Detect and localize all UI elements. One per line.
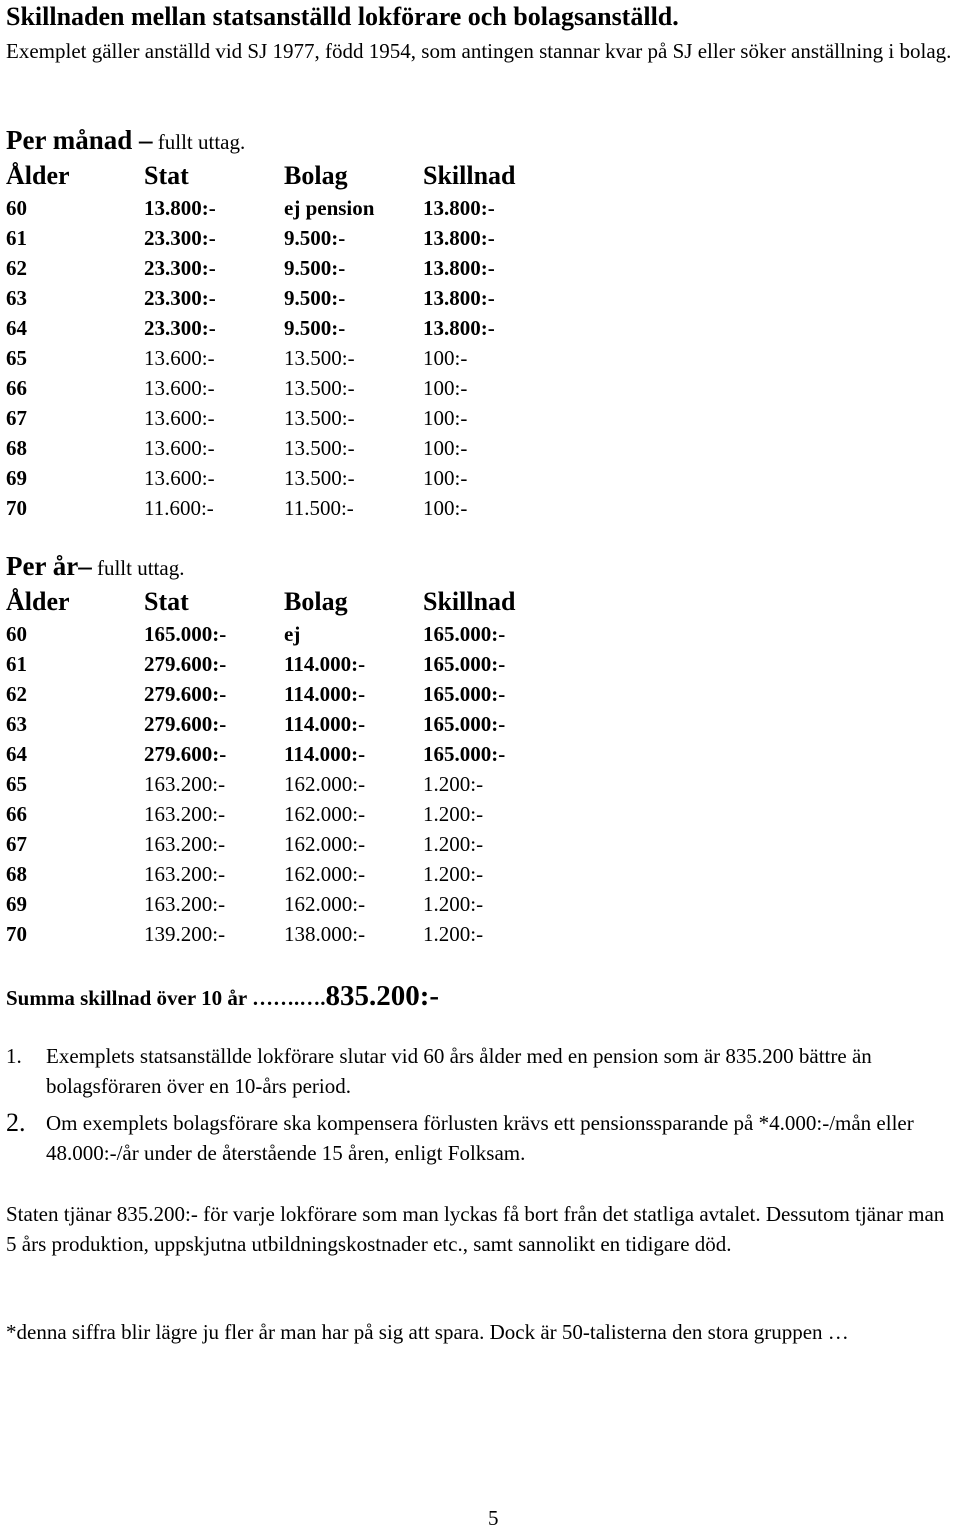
- cell-stat: 139.200:-: [144, 922, 226, 946]
- cell-stat: 13.600:-: [144, 376, 215, 400]
- cell-skillnad: 165.000:-: [423, 622, 506, 646]
- header-bolag: Bolag: [284, 161, 348, 190]
- cell-bolag: 162.000:-: [284, 802, 366, 826]
- cell-stat: 13.600:-: [144, 346, 215, 370]
- cell-bolag: 13.500:-: [284, 346, 355, 370]
- cell-skillnad: 100:-: [423, 346, 468, 370]
- cell-alder: 65: [6, 346, 27, 370]
- cell-stat: 11.600:-: [144, 496, 214, 520]
- cell-skillnad: 13.800:-: [423, 196, 495, 220]
- note-2: [6, 1108, 956, 1168]
- cell-bolag: 114.000:-: [284, 682, 366, 706]
- monthly-suffix: fullt uttag.: [157, 130, 246, 154]
- header-stat: Stat: [144, 161, 189, 190]
- summa-amount: 835.200:-: [325, 980, 440, 1012]
- cell-stat: 23.300:-: [144, 286, 216, 310]
- cell-bolag: 11.500:-: [284, 496, 354, 520]
- cell-alder: 67: [6, 406, 27, 430]
- monthly-label: Per månad –: [6, 125, 153, 155]
- cell-alder: 70: [6, 496, 27, 520]
- yearly-label: Per år–: [6, 551, 92, 581]
- cell-alder: 64: [6, 742, 27, 766]
- cell-stat: 279.600:-: [144, 682, 227, 706]
- summa-line: [6, 980, 439, 1013]
- cell-skillnad: 13.800:-: [423, 316, 495, 340]
- cell-stat: 13.600:-: [144, 406, 215, 430]
- cell-bolag: 9.500:-: [284, 256, 346, 280]
- cell-skillnad: 100:-: [423, 436, 468, 460]
- yearly-suffix: fullt uttag.: [96, 556, 185, 580]
- cell-alder: 70: [6, 922, 27, 946]
- cell-skillnad: 1.200:-: [423, 892, 484, 916]
- cell-alder: 62: [6, 682, 27, 706]
- paragraph-footnote: *denna siffra blir lägre ju fler år man har på sig att spara. Dock är 50-talisterna den stora gruppen …: [6, 1320, 849, 1344]
- cell-bolag: 162.000:-: [284, 892, 366, 916]
- header-alder: Ålder: [6, 587, 70, 616]
- cell-bolag: 9.500:-: [284, 226, 346, 250]
- cell-alder: 69: [6, 466, 27, 490]
- cell-skillnad: 1.200:-: [423, 922, 484, 946]
- cell-alder: 63: [6, 712, 27, 736]
- cell-stat: 23.300:-: [144, 256, 216, 280]
- cell-skillnad: 165.000:-: [423, 652, 506, 676]
- cell-stat: 13.800:-: [144, 196, 216, 220]
- cell-alder: 68: [6, 862, 27, 886]
- cell-stat: 163.200:-: [144, 802, 226, 826]
- header-bolag: Bolag: [284, 587, 348, 616]
- cell-skillnad: 1.200:-: [423, 862, 484, 886]
- cell-skillnad: 13.800:-: [423, 226, 495, 250]
- page-number: 5: [488, 1506, 499, 1530]
- note-text: Om exemplets bolagsförare ska kompensera förlusten krävs ett pensionssparande på *4.000:-/mån eller 48.000:-/år under de återstående 15 åren, enligt Folksam.: [46, 1111, 914, 1165]
- cell-alder: 68: [6, 436, 27, 460]
- note-1: [6, 1041, 956, 1101]
- cell-bolag: 9.500:-: [284, 286, 346, 310]
- cell-bolag: 13.500:-: [284, 376, 355, 400]
- note-number: 2.: [6, 1108, 26, 1137]
- cell-alder: 67: [6, 832, 27, 856]
- cell-alder: 66: [6, 802, 27, 826]
- cell-skillnad: 13.800:-: [423, 256, 495, 280]
- cell-bolag: ej: [284, 622, 301, 646]
- paragraph-staten: Staten tjänar 835.200:- för varje lokförare som man lyckas få bort från det statliga avtalet. Dessutom tjänar man 5 års produktion, uppskjutna utbildningskostnader etc., samt sannolikt en tidigare död.: [6, 1202, 945, 1256]
- cell-skillnad: 100:-: [423, 376, 468, 400]
- cell-stat: 13.600:-: [144, 466, 215, 490]
- cell-skillnad: 1.200:-: [423, 832, 484, 856]
- cell-alder: 64: [6, 316, 27, 340]
- note-number: 1.: [6, 1044, 22, 1068]
- header-skillnad: Skillnad: [423, 587, 516, 616]
- cell-bolag: 114.000:-: [284, 742, 366, 766]
- cell-alder: 63: [6, 286, 27, 310]
- cell-skillnad: 165.000:-: [423, 682, 506, 706]
- cell-stat: 279.600:-: [144, 652, 227, 676]
- header-alder: Ålder: [6, 161, 70, 190]
- monthly-section-heading: [6, 125, 245, 156]
- cell-bolag: 162.000:-: [284, 862, 366, 886]
- cell-skillnad: 1.200:-: [423, 802, 484, 826]
- header-skillnad: Skillnad: [423, 161, 516, 190]
- intro-text: Exemplet gäller anställd vid SJ 1977, född 1954, som antingen stannar kvar på SJ eller söker anställning i bolag.: [6, 39, 952, 63]
- note-text: Exemplets statsanställde lokförare slutar vid 60 års ålder med en pension som är 835.200 bättre än bolagsföraren över en 10-års period.: [46, 1044, 872, 1098]
- cell-stat: 23.300:-: [144, 316, 216, 340]
- cell-bolag: 114.000:-: [284, 712, 366, 736]
- cell-stat: 163.200:-: [144, 862, 226, 886]
- cell-stat: 163.200:-: [144, 832, 226, 856]
- cell-bolag: 138.000:-: [284, 922, 366, 946]
- cell-alder: 66: [6, 376, 27, 400]
- cell-skillnad: 100:-: [423, 406, 468, 430]
- cell-bolag: 13.500:-: [284, 406, 355, 430]
- cell-alder: 61: [6, 652, 27, 676]
- cell-alder: 60: [6, 196, 27, 220]
- cell-bolag: 13.500:-: [284, 466, 355, 490]
- cell-bolag: 162.000:-: [284, 772, 366, 796]
- cell-alder: 69: [6, 892, 27, 916]
- cell-skillnad: 1.200:-: [423, 772, 484, 796]
- cell-alder: 65: [6, 772, 27, 796]
- cell-bolag: 114.000:-: [284, 652, 366, 676]
- cell-skillnad: 100:-: [423, 466, 468, 490]
- cell-skillnad: 165.000:-: [423, 742, 506, 766]
- cell-stat: 279.600:-: [144, 742, 227, 766]
- yearly-section-heading: [6, 551, 184, 582]
- cell-stat: 23.300:-: [144, 226, 216, 250]
- document-title: Skillnaden mellan statsanställd lokförare och bolagsanställd.: [6, 2, 679, 31]
- cell-bolag: 13.500:-: [284, 436, 355, 460]
- cell-alder: 62: [6, 256, 27, 280]
- summa-label: Summa skillnad över 10 år …….….: [6, 986, 326, 1010]
- cell-bolag: 9.500:-: [284, 316, 346, 340]
- cell-alder: 61: [6, 226, 27, 250]
- cell-skillnad: 13.800:-: [423, 286, 495, 310]
- cell-bolag: ej pension: [284, 196, 375, 220]
- cell-bolag: 162.000:-: [284, 832, 366, 856]
- cell-stat: 13.600:-: [144, 436, 215, 460]
- cell-stat: 165.000:-: [144, 622, 227, 646]
- cell-skillnad: 165.000:-: [423, 712, 506, 736]
- cell-skillnad: 100:-: [423, 496, 468, 520]
- cell-stat: 279.600:-: [144, 712, 227, 736]
- cell-stat: 163.200:-: [144, 892, 226, 916]
- cell-stat: 163.200:-: [144, 772, 226, 796]
- header-stat: Stat: [144, 587, 189, 616]
- cell-alder: 60: [6, 622, 27, 646]
